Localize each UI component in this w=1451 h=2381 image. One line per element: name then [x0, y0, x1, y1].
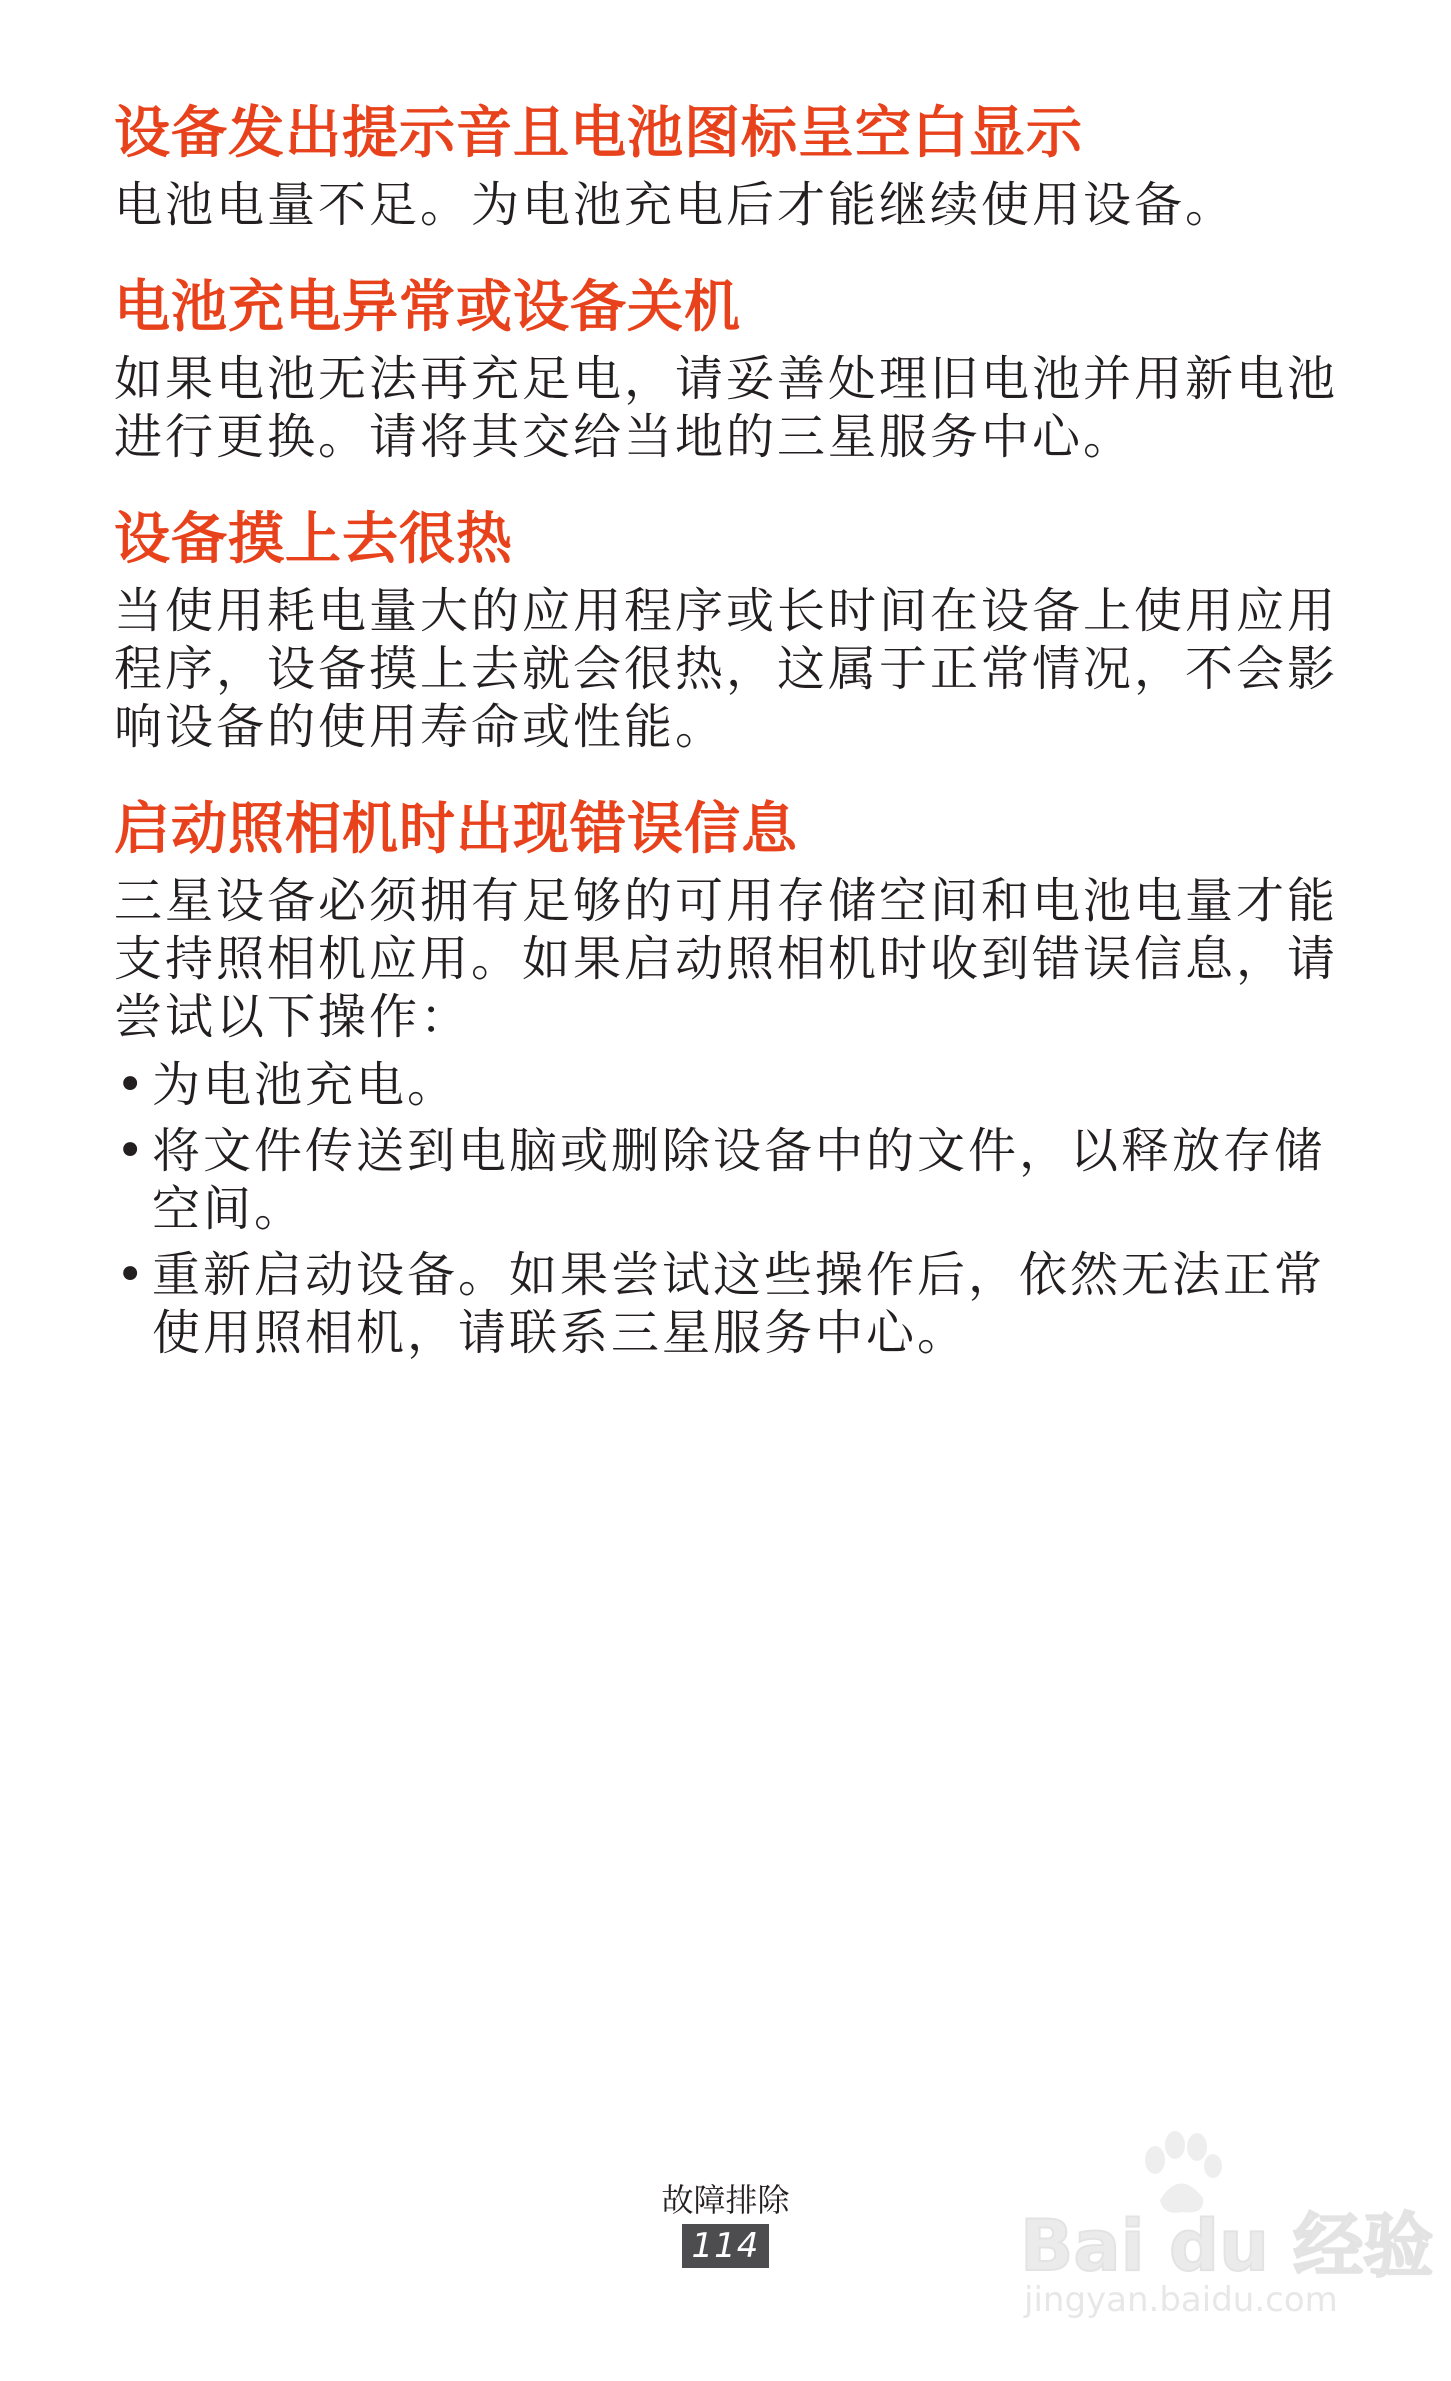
section-device-hot — [114, 504, 1344, 756]
section-title: 设备摸上去很热 — [114, 507, 513, 572]
section-title: 设备发出提示音且电池图标呈空白显示 — [114, 101, 1083, 166]
section-charging-abnormal — [114, 272, 1344, 466]
chapter-label: 故障排除 — [661, 2181, 790, 2219]
section-body: 电池电量不足。为电池充电后才能继续使用设备。 — [114, 177, 1237, 233]
list-item-text: 重新启动设备。如果尝试这些操作后，依然无法正常使用照相机，请联系三星服务中心。 — [152, 1247, 1326, 1361]
list-item — [114, 1246, 1344, 1362]
section-body: 如果电池无法再充足电，请妥善处理旧电池并用新电池进行更换。请将其交给当地的三星服务中心。 — [114, 351, 1339, 465]
list-item-text: 为电池充电。 — [152, 1057, 459, 1113]
section-camera-error — [114, 794, 1344, 1362]
baidu-watermark — [1020, 2130, 1434, 2330]
watermark-text: Bai du 经验 — [1020, 2205, 1434, 2287]
watermark-url: jingyan.baidu.com — [1024, 2280, 1338, 2320]
section-title: 电池充电异常或设备关机 — [114, 275, 741, 340]
section-battery-low — [114, 98, 1344, 234]
bullet-icon: • — [116, 1123, 148, 1179]
section-title: 启动照相机时出现错误信息 — [114, 797, 798, 862]
list-item — [114, 1122, 1344, 1238]
page-number: 114 — [682, 2224, 770, 2268]
bullet-icon: • — [116, 1247, 148, 1303]
document-content — [114, 98, 1344, 1370]
bullet-list — [114, 1056, 1344, 1362]
list-item-text: 将文件传送到电脑或删除设备中的文件，以释放存储空间。 — [152, 1123, 1326, 1237]
list-item — [114, 1056, 1344, 1114]
section-body: 当使用耗电量大的应用程序或长时间在设备上使用应用程序，设备摸上去就会很热，这属于正常情况，不会影响设备的使用寿命或性能。 — [114, 583, 1339, 755]
section-body: 三星设备必须拥有足够的可用存储空间和电池电量才能支持照相机应用。如果启动照相机时收到错误信息，请尝试以下操作： — [114, 873, 1339, 1045]
bullet-icon: • — [116, 1057, 148, 1113]
